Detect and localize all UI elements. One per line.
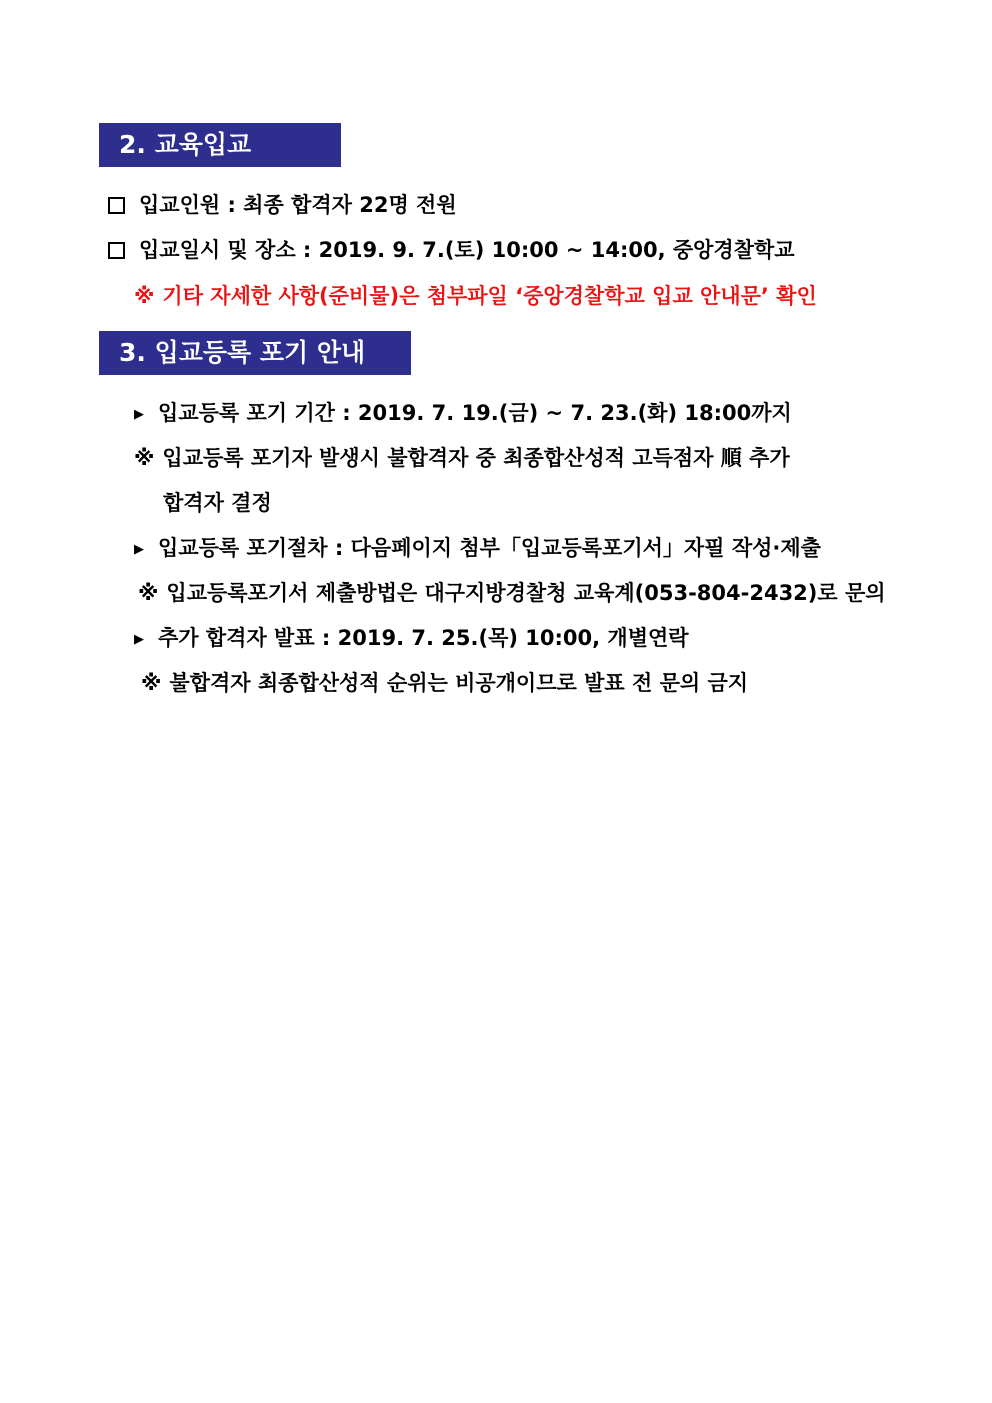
section-3-bullet-1 [134, 398, 792, 430]
section-2-note [134, 281, 817, 311]
section-2-item-1 [108, 190, 457, 220]
note-text: 기타 자세한 사항(준비물)은 첨부파일 ‘중앙경찰학교 입교 안내문’ 확인 [162, 284, 817, 308]
note-continuation-text: 합격자 결정 [163, 491, 272, 515]
reference-mark-icon: ※ [134, 446, 155, 470]
item-text: 입교인원 : 최종 합격자 22명 전원 [139, 193, 457, 217]
section-3-note-1 [134, 443, 790, 473]
checkbox-icon [108, 197, 125, 214]
triangle-bullet-icon: ▶ [134, 632, 144, 647]
bullet-text: 입교등록 포기 기간 : 2019. 7. 19.(금) ~ 7. 23.(화) 18:00까지 [158, 401, 792, 425]
section-3-note-3 [141, 668, 748, 698]
checkbox-icon [108, 242, 125, 259]
section-3-header [99, 331, 411, 375]
section-2-title: 2. 교육입교 [119, 130, 252, 159]
item-text: 입교일시 및 장소 : 2019. 9. 7.(토) 10:00 ~ 14:00, 중앙경찰학교 [139, 238, 795, 262]
reference-mark-icon: ※ [141, 671, 162, 695]
triangle-bullet-icon: ▶ [134, 542, 144, 557]
triangle-bullet-icon: ▶ [134, 407, 144, 422]
bullet-text: 추가 합격자 발표 : 2019. 7. 25.(목) 10:00, 개별연락 [158, 626, 689, 650]
reference-mark-icon: ※ [134, 284, 155, 308]
section-2-item-2 [108, 235, 795, 265]
note-text: 불합격자 최종합산성적 순위는 비공개이므로 발표 전 문의 금지 [169, 671, 749, 695]
section-3-note-1-continuation [163, 488, 272, 518]
note-text: 입교등록 포기자 발생시 불합격자 중 최종합산성적 고득점자 順 추가 [162, 446, 790, 470]
note-text: 입교등록포기서 제출방법은 대구지방경찰청 교육계(053-804-2432)로 문의 [166, 581, 886, 605]
section-2-header [99, 123, 341, 167]
section-3-bullet-3 [134, 623, 689, 655]
reference-mark-icon: ※ [138, 581, 159, 605]
section-3-bullet-2 [134, 533, 821, 565]
section-3-note-2 [138, 578, 886, 608]
bullet-text: 입교등록 포기절차 : 다음페이지 첨부「입교등록포기서」자필 작성·제출 [158, 536, 821, 560]
section-3-title: 3. 입교등록 포기 안내 [119, 338, 366, 367]
